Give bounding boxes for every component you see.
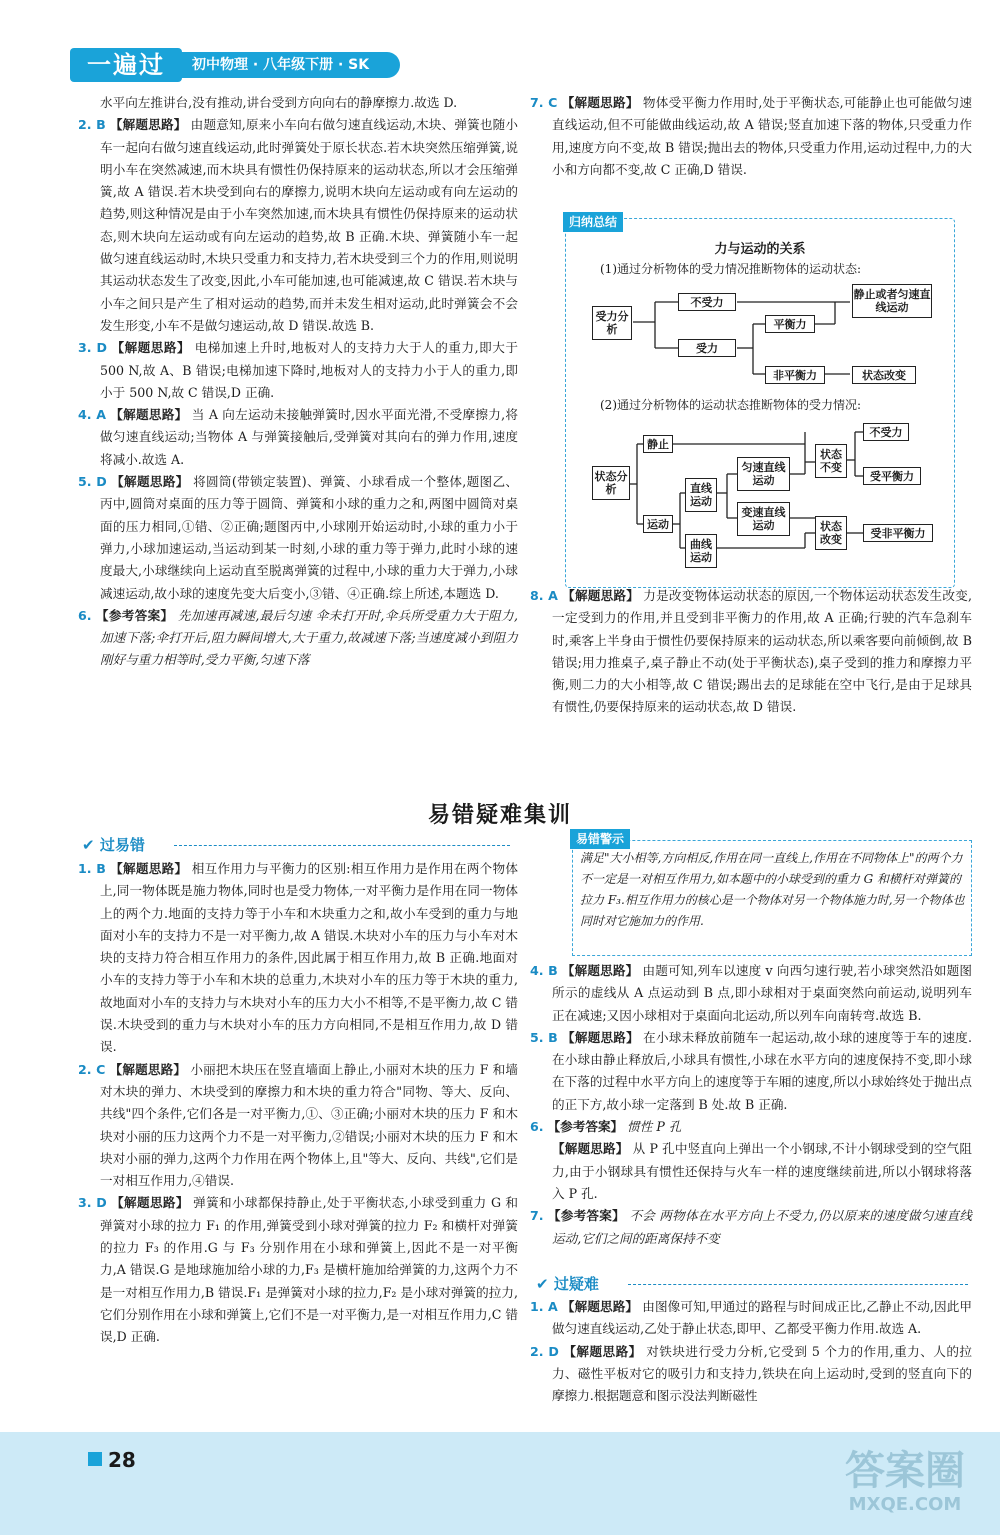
left-column-bottom bbox=[78, 858, 518, 1349]
divider bbox=[628, 1284, 968, 1285]
header bbox=[0, 0, 1000, 88]
answer-tag: 【解题思路】 bbox=[111, 474, 189, 490]
book-title-band: 初中物理 · 八年级下册 · SK bbox=[182, 52, 400, 78]
answer-tag: 【解题思路】 bbox=[562, 1029, 639, 1045]
diagram2-balanced: 受平衡力 bbox=[863, 467, 921, 485]
warning-label: 易错警示 bbox=[570, 829, 630, 849]
answer-number: 2. B bbox=[78, 117, 106, 133]
answer-text: 不会 两物体在水平方向上不受力,仍以原来的速度做匀速直线运动,它们之间的距离保持不变 bbox=[552, 1208, 973, 1246]
subsection-easy-mistakes bbox=[82, 834, 514, 856]
answer-item bbox=[78, 337, 518, 404]
answer-tag: 【解题思路】 bbox=[109, 117, 187, 133]
answer-number: 6. bbox=[530, 1119, 544, 1135]
answer-number: 7. C bbox=[530, 95, 558, 110]
answer-tag: 【解题思路】 bbox=[111, 1195, 189, 1211]
subsection-title: 过易错 bbox=[99, 836, 145, 854]
diagram1-no-force: 不受力 bbox=[678, 293, 736, 311]
answer-number: 1. B bbox=[78, 861, 106, 876]
diagram1-unbalanced: 非平衡力 bbox=[765, 366, 825, 384]
summary-title: 力与运动的关系 bbox=[714, 242, 806, 257]
section-title: 易错疑难集训 bbox=[427, 803, 572, 828]
answer-text: 对铁块进行受力分析,它受到 5 个力的作用,重力、人的拉力、磁性平板对它的吸引力和支持力,铁块在向上运动时,受到的竖直向下的摩擦力.根据题意和图示没法判断磁性 bbox=[552, 1343, 973, 1404]
subsection-difficult bbox=[536, 1273, 972, 1295]
answer-item bbox=[530, 1296, 972, 1341]
answer-text: 弹簧和小球都保持静止,处于平衡状态,小球受到重力 G 和弹簧对小球的拉力 F₁ 的作用,弹簧受到小球对弹簧的拉力 F₂ 和横杆对弹簧的拉力 F₃ 的作用.G 与 F₃ 分别作用在小球和弹簧上,因此不是一对平衡力,A 错误.G 是地球施加给小球的力,F₃ 是横杆施加给弹簧的力,这两个力不是一对相互作用力,B 错误.F₁ 是弹簧对小球的拉力,F₂ 是小球对弹簧的拉力,它们分别作用在小球和弹簧上,它们不是一对平衡力,是一对相互作用力,C 错误,D 正确. bbox=[100, 1195, 518, 1345]
answer-item bbox=[78, 404, 518, 471]
subsection-title: 过疑难 bbox=[553, 1275, 599, 1293]
watermark bbox=[820, 1448, 990, 1516]
answer-text: 小丽把木块压在竖直墙面上静止,小丽对木块的压力 F 和墙对木块的弹力、木块受到的摩擦力和木块的重力符合"同物、等大、反向、共线"四个条件,它们各是一对平衡力,①、③正确;小丽对木块的压力 F 和木块对小丽的压力这两个力不是一对平衡力,②错误;小丽对木块的压力 F 和木块对小丽的弹力,这两个力作用在两个物体上,且"等大、反向、共线",它们是一对相互作用力,④错误. bbox=[100, 1061, 518, 1189]
answer-item bbox=[78, 471, 518, 605]
left-column-top bbox=[78, 92, 518, 672]
answer-tag: 【解题思路】 bbox=[561, 1299, 639, 1314]
diagram1-force: 受力 bbox=[678, 339, 736, 357]
answer-number: 2. D bbox=[530, 1343, 559, 1359]
right-column-mid bbox=[530, 585, 972, 719]
answer-number: 7. bbox=[530, 1208, 544, 1224]
answer-text: 从 P 孔中竖直向上弹出一个小钢球,不计小钢球受到的空气阻力,由于小钢球具有惯性还保持与火车一样的速度继续前进,所以小钢球将落入 P 孔. bbox=[552, 1141, 972, 1201]
answer-item bbox=[78, 605, 518, 672]
answer-item bbox=[530, 1205, 972, 1250]
diagram2-moving: 运动 bbox=[643, 515, 673, 533]
warning-text: 满足"大小相等,方向相反,作用在同一直线上,作用在不同物体上"的两个力不一定是一对相互作用力,如本题中的小球受到的重力 G 和横杆对弹簧的拉力 F₃.相互作用力的核心是一个物体对另一个物体施力时,另一个物体也同时对它施加力的作用. bbox=[580, 851, 965, 928]
answer-item bbox=[78, 1192, 518, 1348]
answer-item bbox=[530, 1138, 972, 1205]
answer-tag: 【解题思路】 bbox=[110, 861, 188, 876]
diagram1-state-change: 状态改变 bbox=[852, 366, 916, 384]
check-icon: ✔ bbox=[536, 1275, 549, 1293]
answer-tag: 【解题思路】 bbox=[561, 963, 639, 978]
answer-text: 相互作用力与平衡力的区别:相互作用力是作用在两个物体上,同一物体既是施力物体,同时也是受力物体,一对平衡力是作用在同一物体上的两个力.地面的支持力等于小车和木块重力之和,故小车受到的重力与地面对小车的支持力不是一对平衡力,故 A 错误.木块对小车的压力与小车对木块的支持力符合相互作用力的条件,因此属于相互作用力,故 B 正确.地面对小车的支持力等于小车和木块的总重力,木块对小车的压力等于木块的重力,故地面对小车的支持力与木块对小车的压力大小不相等,不是平衡力,故 C 错误.木块受到的重力与木块对小车的压力方向相同,不是相互作用力,故 D 错误. bbox=[100, 861, 518, 1055]
diagram2-uniform-linear: 匀速直线运动 bbox=[737, 457, 790, 491]
summary-label: 归纳总结 bbox=[563, 212, 623, 232]
answer-number: 3. D bbox=[78, 1195, 107, 1211]
answer-tag: 【解题思路】 bbox=[110, 407, 188, 423]
right-column-bottom bbox=[530, 960, 972, 1250]
diagram2-curved: 曲线运动 bbox=[685, 534, 717, 568]
divider bbox=[174, 845, 510, 846]
answer-tag: 【参考答案】 bbox=[547, 1208, 626, 1224]
answer-item bbox=[78, 92, 518, 114]
page-number: 28 bbox=[108, 1448, 136, 1472]
answer-number: 2. C bbox=[78, 1061, 106, 1077]
answer-text: 由题可知,列车以速度 v 向西匀速行驶,若小球突然沿如题图所示的虚线从 A 点运动到 B 点,即小球相对于桌面突然向前运动,说明列车正在减速;又因小球相对于桌面向北运动,所以列车向南转弯.故选 B. bbox=[552, 963, 972, 1023]
right-column-top bbox=[530, 92, 972, 181]
answer-text: 将圆筒(带锁定装置)、弹簧、小球看成一个整体,题图乙、丙中,圆筒对桌面的压力等于圆筒、弹簧和小球的重力之和,两图中圆筒对桌面的压力相同,①错、②正确;题图丙中,小球刚开始运动时,小球的重力小于弹力,小球加速运动,当运动到某一时刻,小球的重力等于弹力,此时小球的速度最大,小球继续向上运动直至脱离弹簧的过程中,小球的重力大于弹力,小球减速运动,故小球的速度先变大后变小,③错、④正确.综上所述,本题选 D. bbox=[100, 474, 518, 601]
answer-item bbox=[530, 585, 972, 719]
diagram1-static-or-uniform: 静止或者匀速直线运动 bbox=[852, 284, 932, 318]
answer-item bbox=[78, 858, 518, 1059]
answer-item bbox=[78, 114, 518, 337]
diagram2-state-changed: 状态改变 bbox=[815, 516, 847, 550]
answer-item bbox=[530, 1027, 972, 1116]
answer-item bbox=[78, 1059, 518, 1193]
answer-text: 电梯加速上升时,地板对人的支持力大于人的重力,即大于 500 N,故 A、B 错误;电梯加速下降时,地板对人的支持力小于人的重力,即小于 500 N,故 C 错误,D 正确. bbox=[100, 340, 518, 400]
answer-item bbox=[530, 1116, 972, 1138]
answer-tag: 【解题思路】 bbox=[552, 1141, 629, 1157]
diagram2-static: 静止 bbox=[643, 435, 673, 453]
answer-text: 力是改变物体运动状态的原因,一个物体运动状态发生改变,一定受到力的作用,并且受到非平衡力的作用,故 A 正确;行驶的汽车急刹车时,乘客上半身由于惯性仍要保持原来的运动状态,所以乘客要向前倾倒,故 B 错误;用力推桌子,桌子静止不动(处于平衡状态),桌子受到的推力和摩擦力平衡,则二力的大小相等,故 C 错误;踢出去的足球能在空中飞行,是由于足球具有惯性,仍要保持原来的运动状态,故 D 错误. bbox=[552, 588, 972, 715]
summary-subtitle-1: (1)通过分析物体的受力情况推断物体的运动状态: bbox=[600, 262, 862, 276]
answer-number: 5. D bbox=[78, 474, 107, 490]
answer-number: 8. A bbox=[530, 588, 558, 603]
answer-tag: 【解题思路】 bbox=[561, 95, 639, 110]
answer-text: 当 A 向左运动未接触弹簧时,因水平面光滑,不受摩擦力,将做匀速直线运动;当物体 A 与弹簧接触后,受弹簧对其向右的弹力作用,速度将减小.故选 A. bbox=[100, 407, 518, 467]
answer-tag: 【解题思路】 bbox=[109, 1061, 187, 1077]
right-column-hard bbox=[530, 1296, 972, 1407]
answer-number: 5. B bbox=[530, 1029, 558, 1045]
answer-tag: 【解题思路】 bbox=[563, 1343, 642, 1359]
diagram2-linear: 直线运动 bbox=[685, 478, 717, 512]
diagram2-state-analysis: 状态分析 bbox=[592, 466, 630, 500]
diagram2-no-force: 不受力 bbox=[863, 423, 909, 441]
answer-tag: 【解题思路】 bbox=[111, 340, 191, 356]
answer-text: 由题意知,原来小车向右做匀速直线运动,木块、弹簧也随小车一起向右做匀速直线运动,此时弹簧处于原长状态.若木块突然压缩弹簧,说明小车在突然减速,而木块具有惯性仍保持原来的运动状态,所以才会压缩弹簧,故 A 错误.若木块受到向右的摩擦力,说明木块向左运动或有向左运动的趋势,则这种情况是由于小车突然加速,而木块具有惯性仍保持原来的运动状态,则木块向左运动或有向左运动的趋势,故 B 正确.木块、弹簧随小车一起做匀速直线运动时,木块只受重力和支持力,若木块受到三个力的作用,则说明其运动状态发生了改变,因此,小车可能加速,也可能减速,故 C 错误.若木块与小车之间只是产生了相对运动的趋势,而并未发生相对运动,此时弹簧会不会发生形变,小车不是做匀速运动,故 D 错误.故选 B. bbox=[100, 117, 518, 333]
answer-item bbox=[530, 960, 972, 1027]
check-icon: ✔ bbox=[82, 836, 95, 854]
answer-number: 1. A bbox=[530, 1299, 558, 1314]
answer-number: 3. D bbox=[78, 340, 107, 356]
answer-item bbox=[530, 1341, 972, 1408]
answer-tag: 【参考答案】 bbox=[95, 607, 174, 623]
answer-text: 由图像可知,甲通过的路程与时间成正比,乙静止不动,因此甲做匀速直线运动,乙处于静止状态,即甲、乙都受平衡力作用.故选 A. bbox=[552, 1299, 973, 1337]
diagram2-state-unchanged: 状态不变 bbox=[815, 444, 847, 478]
watermark-url: MXQE.COM bbox=[848, 1494, 962, 1515]
answer-number: 4. B bbox=[530, 963, 558, 978]
diagram1-force-analysis: 受力分析 bbox=[592, 306, 632, 340]
answer-tag: 【参考答案】 bbox=[547, 1119, 624, 1135]
answer-item bbox=[530, 92, 972, 181]
answer-tag: 【解题思路】 bbox=[562, 588, 640, 603]
answer-number: 4. A bbox=[78, 407, 106, 423]
answer-text: 物体受平衡力作用时,处于平衡状态,可能静止也可能做匀速直线运动,但不可能做曲线运动,故 A 错误;竖直加速下落的物体,只受重力作用,速度方向不变,故 B 错误;抛出去的物体,只受重力作用,运动过程中,力的大小和方向都不变,故 C 正确,D 错误. bbox=[552, 95, 972, 177]
diagram2-variable-linear: 变速直线运动 bbox=[737, 502, 790, 536]
diagram2-unbalanced: 受非平衡力 bbox=[863, 524, 933, 542]
answer-number: 6. bbox=[78, 607, 92, 623]
brand-logo: 一遍过 bbox=[70, 48, 182, 82]
answer-text: 先加速再减速,最后匀速 伞未打开时,伞兵所受重力大于阻力,加速下落;伞打开后,阻力瞬间增大,大于重力,故减速下落;当速度减小到阻力刚好与重力相等时,受力平衡,匀速下落 bbox=[100, 607, 518, 668]
diagram1-balanced: 平衡力 bbox=[765, 315, 815, 333]
summary-subtitle-2: (2)通过分析物体的运动状态推断物体的受力情况: bbox=[600, 398, 862, 412]
page-marker bbox=[88, 1452, 102, 1466]
answer-text: 惯性 P 孔 bbox=[627, 1119, 682, 1135]
watermark-logo: 答案圈 bbox=[845, 1448, 965, 1494]
answer-text: 水平向左推讲台,没有推动,讲台受到方向向右的静摩擦力.故选 D. bbox=[100, 95, 458, 110]
answer-text: 在小球未释放前随车一起运动,故小球的速度等于车的速度.在小球由静止释放后,小球具有惯性,小球在水平方向的速度保持不变,即小球在下落的过程中水平方向上的速度等于车厢的速度,所以小球始终处于抛出点的正下方,故小球一定落到 B 处.故 B 正确. bbox=[552, 1029, 972, 1112]
